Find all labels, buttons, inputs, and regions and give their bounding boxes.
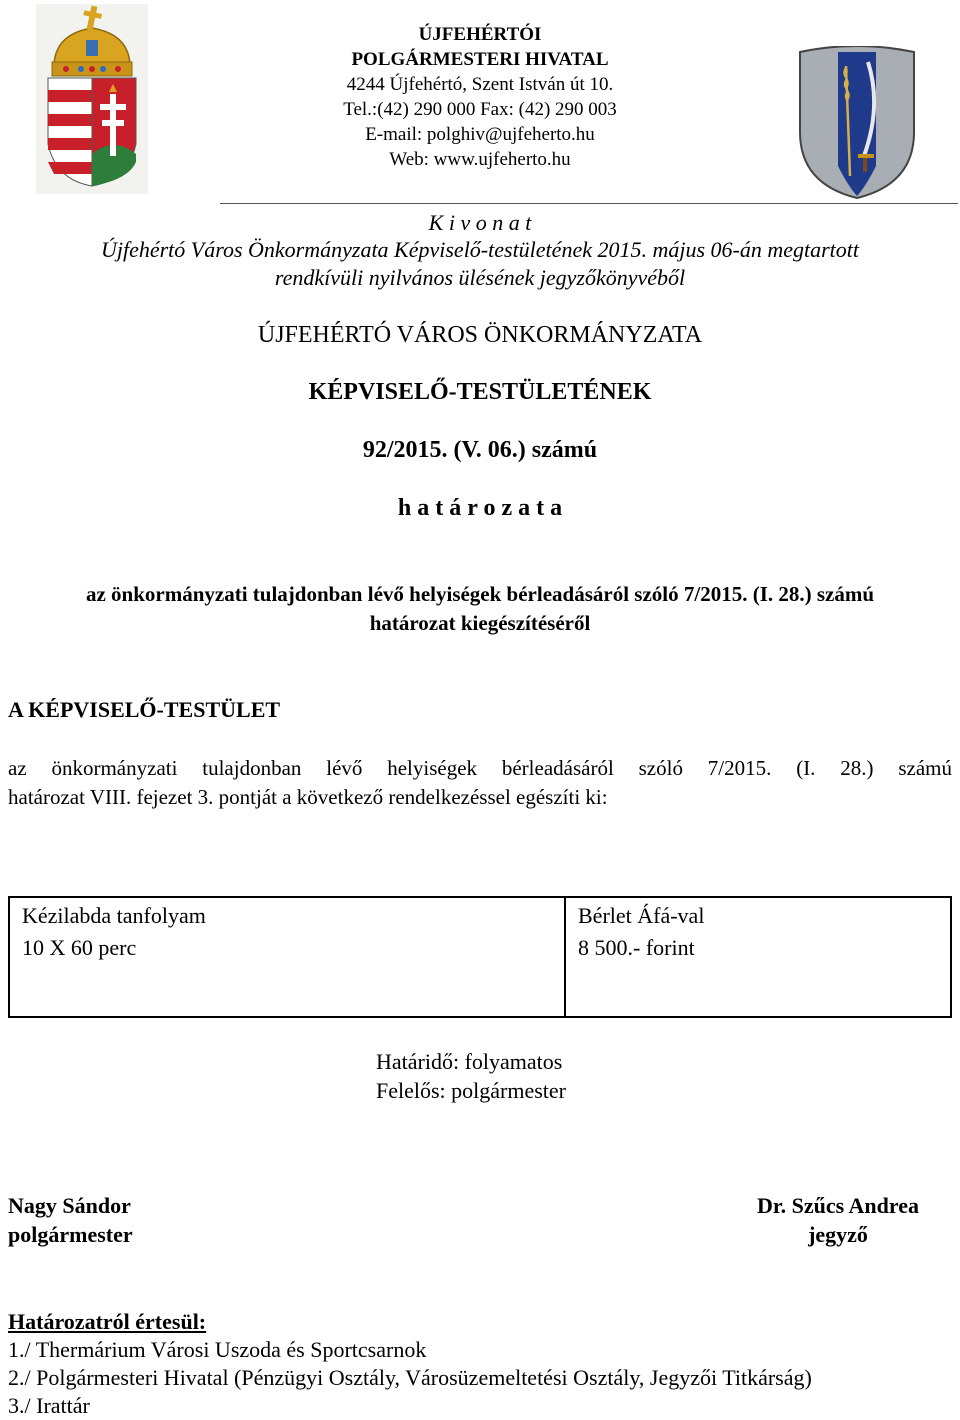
extract-line1: Újfehértó Város Önkormányzata Képviselő-testületének 2015. május 06-án megtartott xyxy=(100,237,860,262)
notify-heading: Határozatról értesül: xyxy=(8,1309,207,1334)
list-item: 1./ Thermárium Városi Uszoda és Sportcsarnok xyxy=(8,1337,427,1362)
mayor-name: Nagy Sándor xyxy=(8,1193,131,1218)
header-divider xyxy=(220,203,958,204)
hungarian-coat-of-arms-icon xyxy=(36,4,148,194)
resolution-heading-2: KÉPVISELŐ-TESTÜLETÉNEK xyxy=(308,379,652,405)
body-line2: határozat VIII. fejezet 3. pontját a következő rendelkezéssel egészíti ki: xyxy=(8,785,608,809)
deadline: Határidő: folyamatos xyxy=(376,1049,563,1074)
list-item: 2./ Polgármesteri Hivatal (Pénzügyi Osztály, Városüzemeltetési Osztály, Jegyzői Titkárság) xyxy=(8,1365,812,1390)
fee-value: 8 500.- forint xyxy=(578,935,695,960)
responsible: Felelős: polgármester xyxy=(376,1078,567,1103)
letterhead xyxy=(300,22,660,172)
table-row xyxy=(9,897,951,1017)
resolution-heading-1: ÚJFEHÉRTÓ VÁROS ÖNKORMÁNYZATA xyxy=(257,322,703,348)
extract-title: K i v o n a t xyxy=(428,210,532,235)
body-heading: A KÉPVISELŐ-TESTÜLET xyxy=(8,697,281,722)
activity-duration: 10 X 60 perc xyxy=(22,935,137,960)
activity-header: Kézilabda tanfolyam xyxy=(22,903,206,928)
resolution-word: h a t á r o z a t a xyxy=(397,495,563,521)
resolution-number: 92/2015. (V. 06.) számú xyxy=(362,437,598,463)
office-name-line1: ÚJFEHÉRTÓI xyxy=(418,24,542,45)
office-name-line2: POLGÁRMESTERI HIVATAL xyxy=(351,49,609,70)
body-line1: az önkormányzati tulajdonban lévő helyiségek bérleadásáról szóló 7/2015. (I. 28.) számú xyxy=(8,756,952,780)
town-coat-of-arms-icon xyxy=(796,46,918,201)
resolution-subject-line2: határozat kiegészítéséről xyxy=(369,611,591,635)
fee-header: Bérlet Áfá-val xyxy=(578,903,705,928)
rental-fee-table xyxy=(8,896,952,1018)
office-address: 4244 Újfehértó, Szent István út 10. xyxy=(346,74,614,95)
extract-line2: rendkívüli nyilvános ülésének jegyzőkönyvéből xyxy=(274,265,686,290)
list-item: 3./ Irattár xyxy=(8,1393,90,1418)
office-email: E-mail: polghiv@ujfeherto.hu xyxy=(365,124,595,145)
office-phone: Tel.:(42) 290 000 Fax: (42) 290 003 xyxy=(343,99,617,120)
notary-name: Dr. Szűcs Andrea xyxy=(757,1193,919,1218)
mayor-title: polgármester xyxy=(8,1222,133,1247)
resolution-subject-line1: az önkormányzati tulajdonban lévő helyiségek bérleadásáról szóló 7/2015. (I. 28.) számú xyxy=(85,582,875,606)
table-cell-activity xyxy=(9,897,565,1017)
office-web: Web: www.ujfeherto.hu xyxy=(389,149,571,170)
table-cell-fee xyxy=(565,897,951,1017)
notary-title: jegyző xyxy=(808,1222,868,1247)
